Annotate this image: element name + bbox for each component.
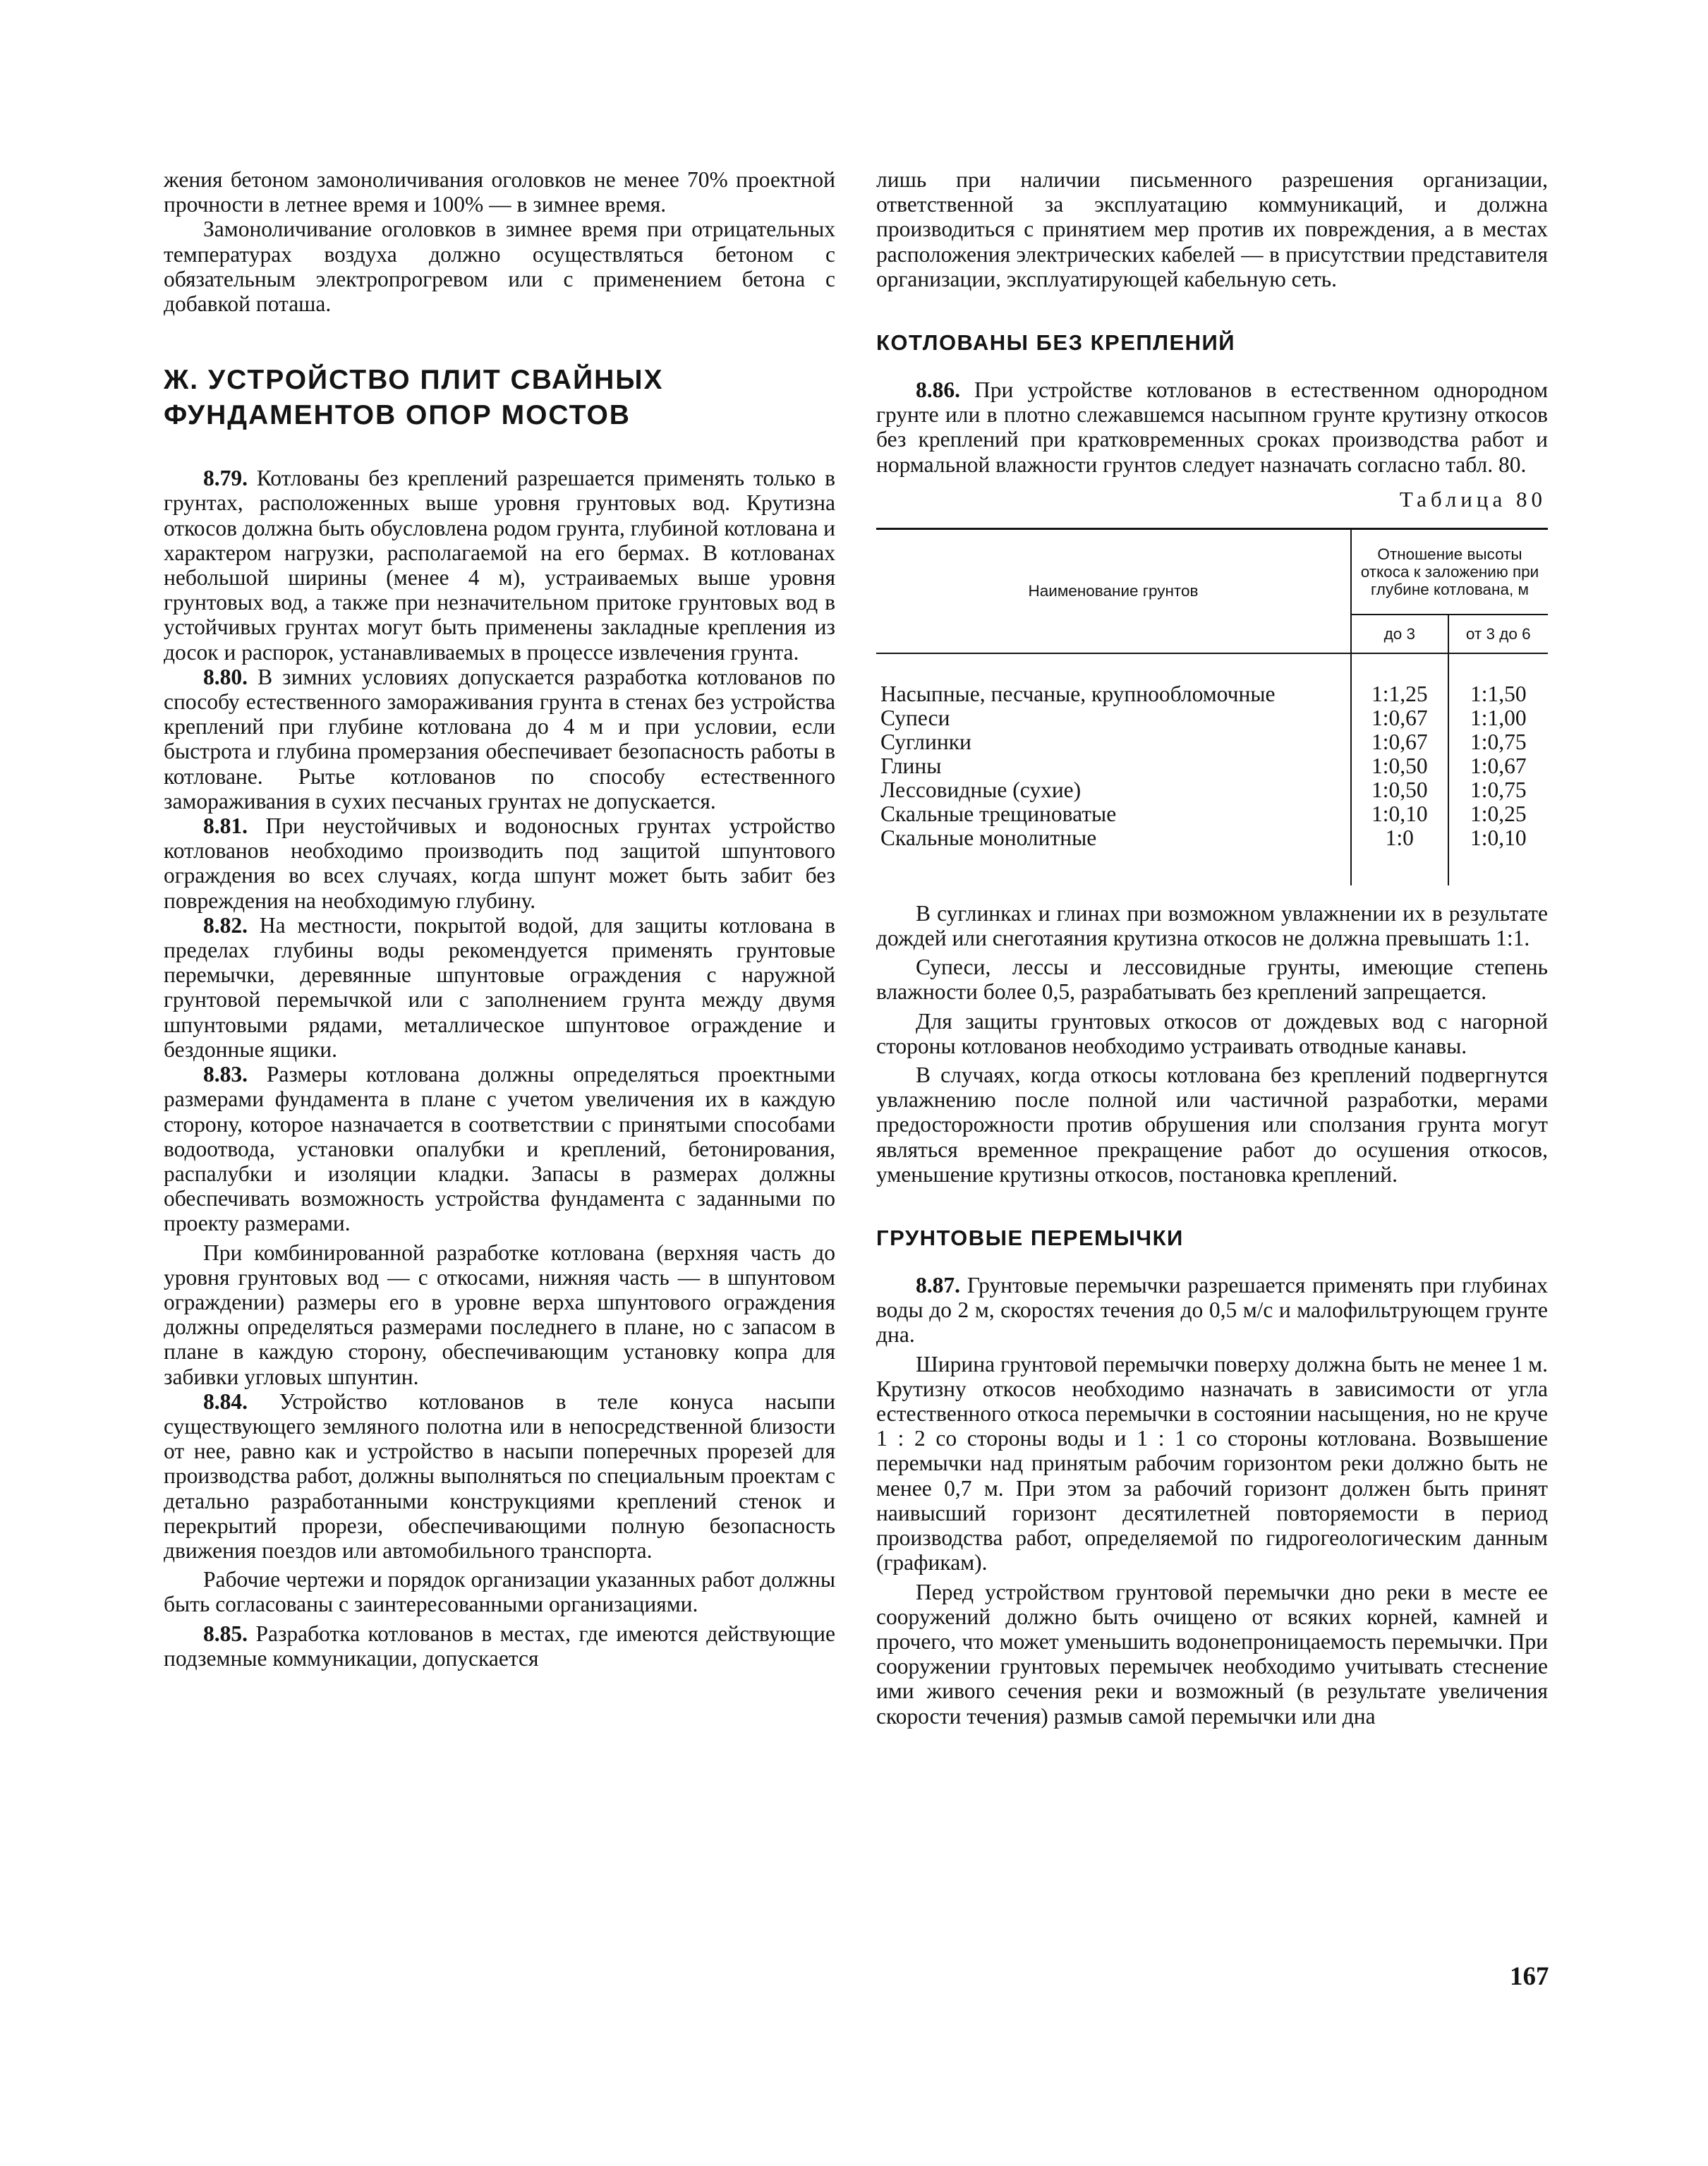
clause-8-82: [164, 913, 835, 1062]
soil-name: Скальные монолитные: [880, 825, 1097, 850]
soil-name: Глины: [880, 753, 942, 778]
ratio-to-3: 1:1,25: [1351, 653, 1448, 706]
clause-8-86: [876, 377, 1548, 477]
paragraph-river-bed-clearing: Перед устройством грунтовой перемычки дно реки в месте ее сооружений должно быть очищено от всяких корней, камней и прочего, что может уменьшить водонепроницаемость перемычки. При сооружении грунтовых перемычек необходимо учитывать стеснение ими живого сечения реки и возможный (в результате увеличения скорости течения) размыв самой перемычки или дна: [876, 1579, 1548, 1729]
ratio-to-3: 1:0,67: [1351, 730, 1448, 754]
clause-text: Разработка котлованов в местах, где имеются действующие подземные коммуникации, допускается: [164, 1621, 835, 1671]
clause-number: 8.83.: [203, 1062, 248, 1087]
column-header-3-to-6: от 3 до 6: [1448, 615, 1548, 653]
paragraph-winter-concreting: Замоноличивание оголовков в зимнее время при отрицательных температурах воздуха должно осуществляться бетоном с обязательным электропрогревом или с применением бетона с добавкой поташа.: [164, 217, 835, 317]
clause-text: При устройстве котлованов в естественном однородном грунте или в плотно слежавшемся насыпном грунте крутизну откосов без креплений при кратковременных сроках производства работ и нормальной влажности грунтов следует назначать согласно табл. 80.: [876, 377, 1549, 477]
left-column: [164, 167, 835, 1671]
table-caption: Таблица 80: [1399, 486, 1546, 512]
clause-number: 8.82.: [203, 912, 248, 938]
column-header-ratio: Отношение высоты откоса к заложению при глубине котлована, м: [1351, 528, 1548, 615]
ratio-to-3: 1:0,67: [1351, 706, 1448, 730]
paragraph-working-drawings: Рабочие чертежи и порядок организации указанных работ должны быть согласованы с заинтересованными организациями.: [164, 1567, 835, 1617]
clause-number: 8.87.: [916, 1273, 960, 1298]
clause-number: 8.80.: [203, 664, 248, 689]
soil-name: Насыпные, песчаные, крупнообломочные: [880, 681, 1276, 706]
clause-8-84: [164, 1389, 835, 1563]
section-heading-line-1: Ж. УСТРОЙСТВО ПЛИТ СВАЙНЫХ: [164, 365, 664, 396]
table-row: [876, 653, 1548, 706]
ratio-to-3: 1:0,50: [1351, 778, 1448, 802]
section-heading-line-2: ФУНДАМЕНТОВ ОПОР МОСТОВ: [164, 400, 631, 431]
clause-text: На местности, покрытой водой, для защиты котлована в пределах глубины воды рекомендуется применять грунтовые перемычки, деревянные шпунтовые ограждения с наружной грунтовой перемычкой или с заполнением грунта между двумя шпунтовыми рядами, металлическое шпунтовое ограждение и бездонные ящики.: [164, 912, 836, 1062]
subheading-earth-cofferdams: ГРУНТОВЫЕ ПЕРЕМЫЧКИ: [876, 1226, 1184, 1251]
ratio-3-to-6: 1:1,00: [1448, 706, 1548, 730]
ratio-3-to-6: 1:0,10: [1448, 826, 1548, 885]
column-header-to-3: до 3: [1351, 615, 1448, 653]
ratio-to-3: 1:0,10: [1351, 802, 1448, 826]
paragraph-combined-excavation: При комбинированной разработке котлована (верхняя часть до уровня грунтовых вод — с откосами, нижняя часть — в шпунтовом ограждении) размеры его в уровне верха шпунтового ограждения должны определяться размерами последнего в плане, но с запасом в плане в каждую сторону, обеспечивающим установку копра для забивки угловых шпунтин.: [164, 1240, 835, 1389]
soil-name: Скальные трещиноватые: [880, 801, 1117, 826]
clause-8-81: [164, 813, 835, 913]
table-row: [876, 754, 1548, 778]
paragraph-continuation: лишь при наличии письменного разрешения организации, ответственной за эксплуатацию коммуникаций, и должна производиться с принятием мер против их повреждения, а в местах расположения электрических кабелей — в присутствии представителя организации, эксплуатирующей кабельную сеть.: [876, 167, 1548, 291]
clause-text: В зимних условиях допускается разработка котлованов по способу естественного замораживания грунта в стенах без устройства креплений при глубине котлована до 4 м и при условии, если быстрота и глубина промерзания обеспечивает безопасность работы в котловане. Рытье котлованов по способу естественного замораживания в сухих песчаных грунтах не допускается.: [164, 664, 836, 813]
soil-name: Суглинки: [880, 729, 971, 754]
table-row: [876, 802, 1548, 826]
paragraph-rain-protection: Для защиты грунтовых откосов от дождевых вод с нагорной стороны котлованов необходимо устраивать отводные канавы.: [876, 1008, 1548, 1058]
clause-text: При неустойчивых и водоносных грунтах устройство котлованов необходимо производить под защитой шпунтового ограждения во всех случаях, когда шпунт может быть забит без повреждения на необходимую глубину.: [164, 813, 835, 913]
clause-text: Устройство котлованов в теле конуса насыпи существующего земляного полотна или в непосредственной близости от нее, равно как и устройство в насыпи поперечных прорезей для производства работ, должны выполняться по специальным проектам с детально разработанными конструкциями креплений стенок и перекрытий прорези, обеспечивающими полную безопасность движения поездов или автомобильного транспорта.: [164, 1388, 835, 1563]
slope-ratio-table: [876, 528, 1548, 885]
clause-number: 8.79.: [203, 466, 248, 491]
soil-name: Лессовидные (сухие): [880, 777, 1082, 802]
ratio-to-3: 1:0: [1351, 826, 1448, 885]
clause-text: Размеры котлована должны определяться проектными размерами фундамента в плане с учетом увеличения их в каждую сторону, которое назначается в соответствии с принятыми способами водоотвода, установки опалубки и креплений, бетонирования, распалубки и изоляции кладки. Запасы в размерах должны обеспечивать возможность устройства фундамента с заданными по проекту размерами.: [164, 1062, 835, 1236]
paragraph-continuation: жения бетоном замоноличивания оголовков не менее 70% проектной прочности в летнее время и 100% — в зимнее время.: [164, 167, 835, 217]
right-column: [876, 167, 1548, 1729]
paragraph-loam-clay: В суглинках и глинах при возможном увлажнении их в результате дождей или снеготаяния крутизна откосов не должна превышать 1:1.: [876, 900, 1548, 951]
column-header-soil: Наименование грунтов: [876, 528, 1351, 653]
clause-number: 8.81.: [203, 813, 248, 839]
clause-8-85: [164, 1621, 835, 1671]
soil-name: Супеси: [880, 705, 950, 730]
clause-number: 8.85.: [203, 1621, 248, 1646]
ratio-3-to-6: 1:1,50: [1448, 653, 1548, 706]
ratio-3-to-6: 1:0,25: [1448, 802, 1548, 826]
table-row: [876, 826, 1548, 885]
table-row: [876, 778, 1548, 802]
clause-8-83: [164, 1062, 835, 1235]
clause-8-87: [876, 1273, 1548, 1348]
paragraph-moistened-slopes: В случаях, когда откосы котлована без креплений подвергнутся увлажнению после полной или частичной разработки, мерами предосторожности против обрушения или сползания грунта могут являться временное прекращение работ до осушения откосов, уменьшение крутизны откосов, постановка креплений.: [876, 1063, 1548, 1187]
clause-text: Котлованы без креплений разрешается применять только в грунтах, расположенных выше уровня грунтовых вод. Крутизна откосов должна быть обусловлена родом грунта, глубиной котлована и характером нагрузки, располагаемой на его бермах. В котлованах небольшой ширины (менее 4 м), устраиваемых выше уровня грунтовых вод, а также при незначительном притоке грунтовых вод в устойчивых грунтах могут быть применены закладные крепления из досок и распорок, устанавливаемых в процессе извлечения грунта.: [164, 466, 835, 665]
ratio-3-to-6: 1:0,75: [1448, 778, 1548, 802]
table-row: [876, 706, 1548, 730]
clause-8-79: [164, 466, 835, 665]
clause-number: 8.84.: [203, 1388, 248, 1414]
clause-text: Грунтовые перемычки разрешается применять при глубинах воды до 2 м, скоростях течения до 0,5 м/с и малофильтрующем грунте дна.: [876, 1273, 1549, 1348]
paragraph-cofferdam-width: Ширина грунтовой перемычки поверху должна быть не менее 1 м. Крутизну откосов необходимо назначать в зависимости от угла естественного откоса перемычки в состоянии насыщения, но не круче 1 : 2 со стороны воды и 1 : 1 со стороны котлована. Возвышение перемычки над принятым рабочим горизонтом реки должно быть не менее 0,7 м. При этом за рабочий горизонт должен быть принят наивысший горизонт десятилетней повторяемости в период производства работ, определяемой по гидрогеологическим данным (графикам).: [876, 1351, 1548, 1575]
section-heading: [164, 363, 835, 433]
clause-8-80: [164, 665, 835, 813]
subheading-pits-without-supports: КОТЛОВАНЫ БЕЗ КРЕПЛЕНИЙ: [876, 330, 1236, 356]
ratio-to-3: 1:0,50: [1351, 754, 1448, 778]
paragraph-sandy-loam: Супеси, лессы и лессовидные грунты, имеющие степень влажности более 0,5, разрабатывать без креплений запрещается.: [876, 955, 1548, 1005]
clause-number: 8.86.: [916, 377, 960, 403]
table-row: [876, 730, 1548, 754]
ratio-3-to-6: 1:0,75: [1448, 730, 1548, 754]
page-number: 167: [1510, 1962, 1549, 1991]
ratio-3-to-6: 1:0,67: [1448, 754, 1548, 778]
